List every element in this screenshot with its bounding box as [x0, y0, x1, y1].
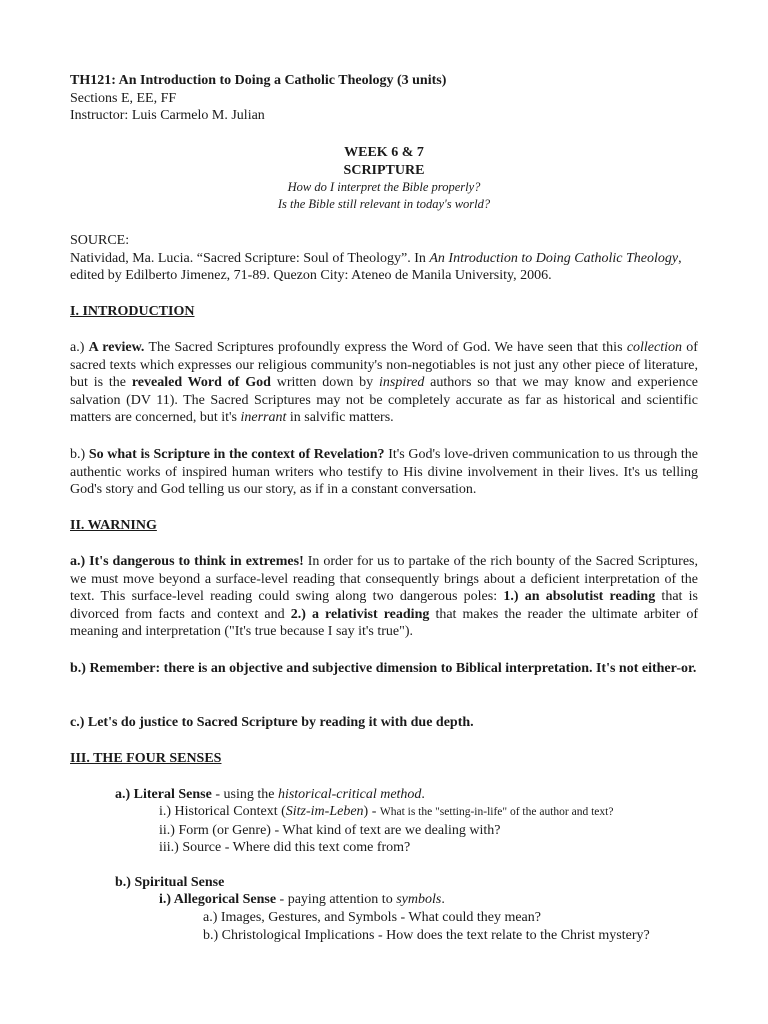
emphasis-text: collection [626, 340, 683, 355]
warning-paragraph-c [70, 714, 698, 732]
paragraph-lead: b.) Remember: there is an objective and subjective dimension to Biblical interpretation. It's not either-or. [70, 661, 697, 676]
source-block [70, 232, 698, 285]
list-item-text: What is the "setting-in-life" of the author and text? [379, 806, 614, 818]
section-introduction [70, 303, 698, 321]
paragraph-label: a.) [70, 340, 89, 355]
subheading: i.) Allegorical Sense [159, 892, 277, 907]
week-label: WEEK 6 & 7 [344, 145, 424, 160]
paragraph-text: of sacred texts which expresses our religious community's non-negotiables is not just any other piece of literature, but is the [70, 340, 698, 390]
intro-paragraph-b [70, 446, 698, 499]
course-header [70, 72, 698, 125]
paragraph-text: in salvific matters. [286, 410, 394, 425]
course-sections: Sections E, EE, FF [70, 90, 177, 106]
allegorical-sense-list [203, 909, 723, 944]
paragraph-text: - using the [211, 787, 278, 802]
list-item: iii.) Source - Where did this text come from? [159, 840, 411, 855]
literal-sense-list [159, 803, 719, 857]
source-text-b: , edited by Edilberto Jimenez, 71-89. Quezon City: Ateneo de Manila University, 2006. [70, 250, 682, 283]
bold-text: revealed Word of God [131, 375, 271, 390]
list-item: ii.) Form (or Genre) - What kind of text are we dealing with? [159, 822, 501, 838]
list-item-text: i.) Historical Context ( [159, 804, 286, 819]
warning-paragraph-b [70, 660, 698, 678]
paragraph-text: written down by [270, 375, 379, 390]
emphasis-text: inspired [378, 375, 425, 390]
list-item: a.) Images, Gestures, and Symbols - What could they mean? [203, 910, 541, 925]
paragraph-text: that makes the reader the ultimate arbiter of meaning and interpretation ("It's true because I say it's true"). [70, 606, 698, 639]
emphasis-text: inerrant [240, 410, 287, 425]
paragraph-text: - paying attention to [276, 892, 397, 907]
paragraph-lead: So what is Scripture in the context of Revelation? [88, 447, 385, 462]
allegorical-sense [159, 891, 719, 909]
paragraph-text: . [441, 892, 445, 907]
course-title: TH121: An Introduction to Doing a Catholic Theology (3 units) [70, 73, 447, 88]
source-label: SOURCE: [70, 233, 130, 248]
emphasis-text: symbols [396, 892, 442, 907]
paragraph-text: The Sacred Scriptures profoundly express the Word of God. We have seen that this [144, 340, 627, 355]
warning-paragraph-a [70, 553, 698, 641]
section-heading: I. INTRODUCTION [70, 304, 195, 319]
list-item [159, 803, 719, 822]
emphasis-text: Sitz-im-Leben [285, 804, 364, 819]
section-heading: III. THE FOUR SENSES [70, 751, 222, 766]
subheading: b.) Spiritual Sense [115, 875, 225, 890]
paragraph-text: . [421, 787, 425, 802]
source-text-a: Natividad, Ma. Lucia. “Sacred Scripture: Soul of Theology”. In [70, 250, 430, 266]
list-item-text: ) - [363, 804, 380, 819]
source-book-title: An Introduction to Doing Catholic Theology [429, 250, 679, 266]
source-citation [70, 250, 698, 285]
literal-sense [115, 786, 715, 804]
guide-question-2: Is the Bible still relevant in today's world? [277, 197, 491, 211]
paragraph-lead: a.) It's dangerous to think in extremes! [70, 554, 304, 569]
subheading: a.) Literal Sense [115, 787, 212, 802]
intro-paragraph-a [70, 339, 698, 427]
paragraph-text: In order for us to partake of the rich bounty of the Sacred Scriptures, we must move beyond a surface-level reading that consequently brings about a deficient interpretation of the text. This surface-level reading could swing along two dangerous poles: [70, 554, 698, 604]
paragraph-lead: c.) Let's do justice to Sacred Scripture by reading it with due depth. [70, 715, 474, 730]
spiritual-sense [115, 874, 715, 892]
paragraph-label: b.) [70, 447, 89, 462]
paragraph-lead: A review. [88, 340, 145, 355]
emphasis-text: historical-critical method [277, 787, 422, 802]
bold-text: 2.) a relativist reading [290, 606, 430, 622]
section-warning [70, 517, 698, 535]
week-heading [70, 144, 698, 213]
course-instructor: Instructor: Luis Carmelo M. Julian [70, 108, 265, 123]
paragraph-text: that is divorced from facts and context and [70, 589, 698, 622]
bold-text: 1.) an absolutist reading [503, 589, 656, 604]
paragraph-text: It's God's love-driven communication to us through the authentic works of inspired human writers who testify to His divine involvement in their lives. It's us telling God's story and God telling us our story, as if in a constant conversation. [70, 447, 699, 497]
list-item: b.) Christological Implications - How does the text relate to the Christ mystery? [203, 927, 650, 943]
section-four-senses [70, 750, 698, 768]
paragraph-text: authors so that we may know and experience salvation (DV 11). The Sacred Scriptures may not be completely accurate as far as historical and scientific matters are concerned, but it's [70, 375, 699, 425]
week-topic: SCRIPTURE [343, 162, 425, 178]
section-heading: II. WARNING [70, 518, 157, 533]
guide-question-1: How do I interpret the Bible properly? [287, 180, 481, 194]
